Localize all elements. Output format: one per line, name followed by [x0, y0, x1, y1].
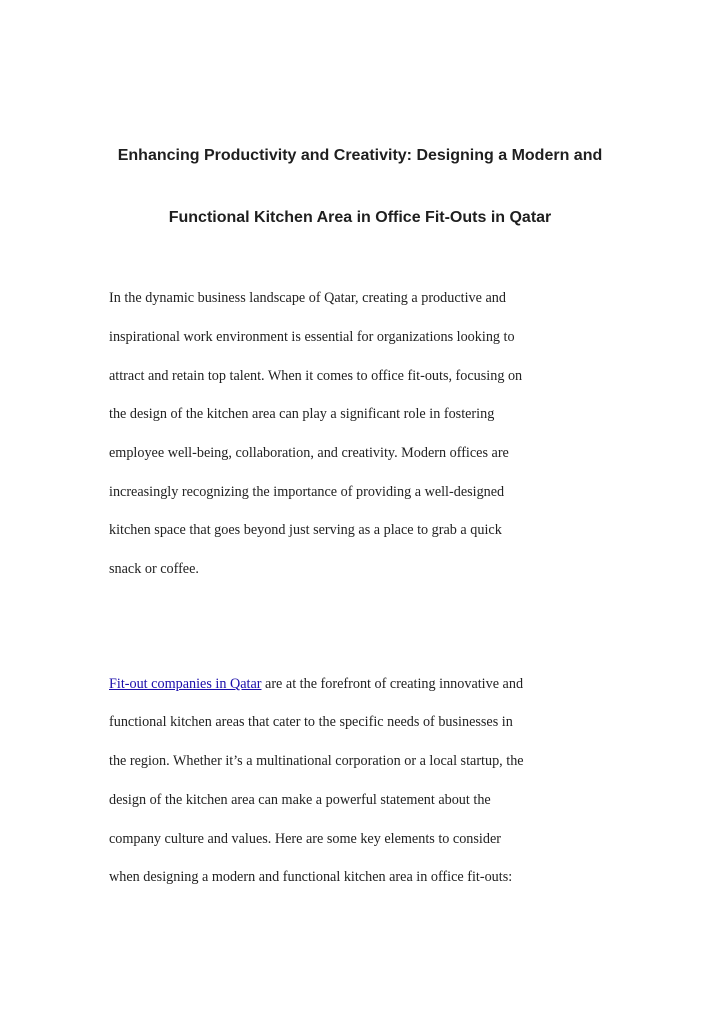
- document-title-line-1: Enhancing Productivity and Creativity: Designing a Modern and: [117, 147, 603, 164]
- paragraph-line: In the dynamic business landscape of Qatar, creating a productive and: [109, 290, 506, 306]
- paragraph-line: the design of the kitchen area can play a significant role in fostering: [109, 406, 495, 422]
- paragraph-line: increasingly recognizing the importance of providing a well-designed: [109, 484, 505, 500]
- paragraph-line: inspirational work environment is essential for organizations looking to: [109, 329, 515, 345]
- paragraph-line: functional kitchen areas that cater to the specific needs of businesses in: [109, 714, 513, 730]
- paragraph-line: the region. Whether it’s a multinational corporation or a local startup, the: [109, 753, 524, 769]
- document-title-line-2: Functional Kitchen Area in Office Fit-Outs in Qatar: [168, 209, 552, 226]
- paragraph-line: kitchen space that goes beyond just serving as a place to grab a quick: [109, 522, 502, 538]
- paragraph-first-line-text: are at the forefront of creating innovative and: [261, 676, 524, 692]
- paragraph-first-line: [109, 675, 523, 693]
- paragraph-line: company culture and values. Here are some key elements to consider: [109, 831, 501, 847]
- paragraph-line: when designing a modern and functional kitchen area in office fit-outs:: [109, 869, 513, 885]
- paragraph-line: design of the kitchen area can make a powerful statement about the: [109, 792, 491, 808]
- paragraph-line: snack or coffee.: [109, 561, 199, 577]
- paragraph-line: attract and retain top talent. When it comes to office fit-outs, focusing on: [109, 368, 523, 384]
- fit-out-companies-link[interactable]: Fit-out companies in Qatar: [109, 676, 262, 692]
- paragraph-line: employee well-being, collaboration, and creativity. Modern offices are: [109, 445, 509, 461]
